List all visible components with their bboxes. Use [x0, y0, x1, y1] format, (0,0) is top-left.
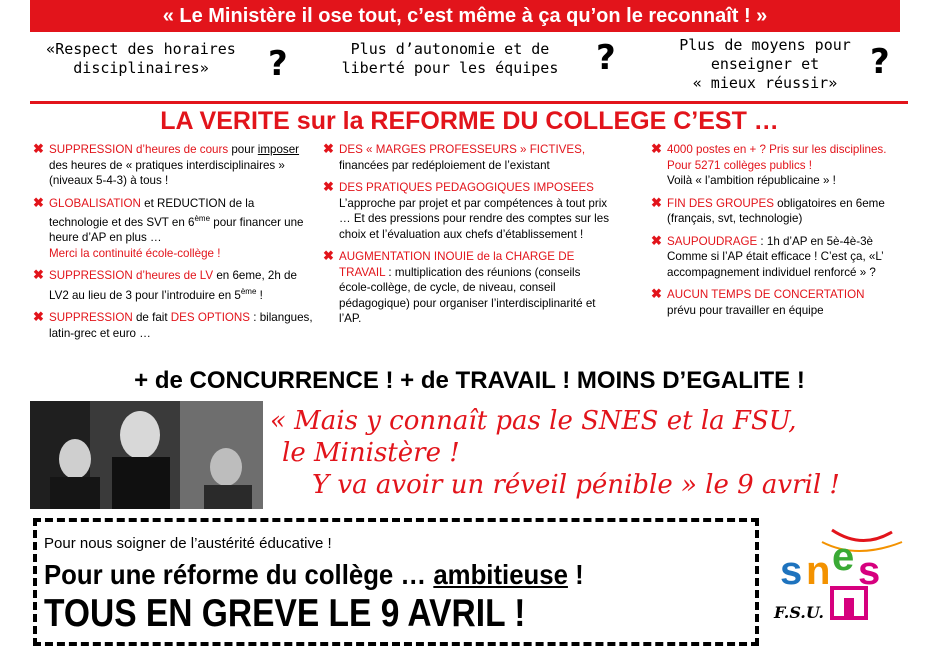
item-text: Voilà « l’ambition républicaine » ! [667, 174, 836, 187]
cross-icon: ✖ [323, 141, 334, 156]
logo-letter: n [806, 549, 831, 593]
item-text: : 1h d’AP en 5è-4è-3è Comme si l’AP était efficace ! C’est ça, «L’ accompagnement individuel renforcé » ? [667, 234, 884, 279]
item-heading: DES PRATIQUES PEDAGOGIQUES IMPOSEES [339, 181, 594, 194]
cross-icon: ✖ [651, 141, 662, 156]
item-heading: FIN DES GROUPES [667, 196, 774, 210]
cross-icon: ✖ [33, 141, 44, 156]
strike-subtitle [44, 559, 584, 591]
item-heading: SUPPRESSION [49, 311, 133, 325]
item-text: pour financer une heure d’AP en plus … [49, 215, 304, 245]
item-text: : multiplication des réunions (conseils école-collège, de cycle, de niveau, conseil pédagogique) pour organiser l’interdisciplinarité et l’AP. [339, 265, 596, 325]
item-text: en 6eme, 2h de LV2 au lieu de 3 pour l’introduire en 5 [49, 269, 297, 302]
strike-subtitle-text: ! [567, 559, 584, 590]
superscript: ème [240, 286, 257, 296]
item-heading: DES OPTIONS [170, 311, 251, 325]
list-item [322, 142, 612, 173]
quote-line: Y va avoir un réveil pénible » le 9 avril ! [312, 470, 840, 500]
item-heading: AUCUN TEMPS DE CONCERTATION [667, 288, 865, 301]
film-still-illustration [30, 401, 263, 509]
question-line: enseigner et [710, 55, 820, 73]
question-line: «Respect des horaires [46, 40, 236, 58]
question-moyens [660, 36, 870, 93]
list-item [650, 196, 912, 227]
item-heading: 4000 postes en + ? Pris sur les disciplines. Pour 5271 collèges publics ! [667, 143, 887, 172]
item-text: Merci la continuité école-collège ! [49, 246, 221, 260]
logo-fsu-text: F.S.U. [774, 603, 824, 622]
cross-icon: ✖ [651, 194, 662, 210]
question-mark-icon: ? [596, 38, 616, 78]
strike-headline: TOUS EN GREVE LE 9 AVRIL ! [44, 592, 526, 635]
strike-subtitle-emphasis: ambitieuse [433, 559, 568, 590]
item-text: obligatoires en 6eme (français, svt, technologie) [667, 196, 885, 225]
cross-icon: ✖ [33, 267, 44, 283]
snes-logo-icon [762, 520, 912, 640]
item-text: : bilangues, latin-grec et euro … [49, 311, 313, 340]
top-banner: « Le Ministère il ose tout, c’est même à ça qu’on le reconnaît ! » [30, 0, 900, 32]
quote [270, 405, 910, 501]
question-autonomie [330, 40, 570, 78]
item-heading: SUPPRESSION d’heures de LV [49, 269, 214, 283]
question-line: « mieux réussir» [692, 74, 838, 92]
quote-line: le Ministère ! [282, 438, 460, 468]
cross-icon: ✖ [323, 179, 334, 194]
page-title: LA VERITE sur la REFORME DU COLLEGE C’EST … [160, 107, 779, 135]
item-text: et REDUCTION de la technologie et des SVT en 6 [49, 196, 255, 229]
question-line: Plus d’autonomie et de [350, 40, 550, 58]
item-text: financées par redéploiement de l’existant [339, 158, 550, 172]
film-still-image [30, 401, 263, 509]
logo-letter: s [780, 549, 803, 593]
item-text: de fait [132, 311, 171, 325]
question-mark-icon: ? [268, 44, 288, 84]
item-text: ! [256, 288, 263, 302]
question-line: liberté pour les équipes [341, 59, 559, 77]
question-mark-icon: ? [870, 42, 890, 82]
list-item [650, 142, 912, 189]
slogan: + de CONCURRENCE ! + de TRAVAIL ! MOINS D’EGALITE ! [134, 367, 805, 394]
item-text: imposer [257, 143, 300, 156]
cross-icon: ✖ [651, 232, 662, 248]
list-item [322, 180, 612, 242]
item-heading: GLOBALISATION [49, 196, 141, 210]
list-item [322, 249, 612, 327]
item-text: prévu pour travailler en équipe [667, 303, 824, 317]
logo-letter: e [832, 535, 855, 579]
logo-letter: s [858, 549, 881, 593]
item-heading: DES « MARGES PROFESSEURS » FICTIVES, [339, 143, 586, 156]
item-heading: AUGMENTATION INOUIE de la CHARGE DE TRAVAIL [339, 250, 575, 279]
question-line: Plus de moyens pour [679, 36, 851, 54]
item-text: pour [228, 143, 258, 156]
strike-subtitle-text: Pour une réforme du collège … [44, 559, 434, 590]
question-line: disciplinaires» [73, 59, 209, 77]
cross-icon: ✖ [651, 286, 662, 301]
item-text: des heures de « pratiques interdisciplinaires » (niveaux 5-4-3) à tous ! [49, 158, 285, 187]
item-heading: SAUPOUDRAGE [667, 234, 758, 248]
column-left [32, 142, 314, 348]
cross-icon: ✖ [33, 309, 44, 325]
superscript: ème [194, 214, 211, 223]
list-item [650, 287, 912, 318]
column-middle [322, 142, 612, 334]
cross-icon: ✖ [33, 194, 44, 210]
snes-fsu-logo [762, 520, 912, 640]
question-horaires [36, 40, 246, 78]
item-heading: SUPPRESSION d’heures de cours [49, 143, 229, 156]
list-item [32, 142, 314, 189]
list-item [32, 196, 314, 262]
list-item [32, 268, 314, 303]
column-right [650, 142, 912, 325]
list-item [650, 234, 912, 281]
item-text: L’approche par projet et par compétences à tout prix … Et des pressions pour rendre des comptes sur les choix et l’évaluation aux chefs d’établissement ! [339, 196, 610, 241]
list-item [32, 310, 314, 341]
cross-icon: ✖ [323, 248, 334, 263]
quote-line: « Mais y connaît pas le SNES et la FSU, [270, 406, 797, 436]
strike-intro: Pour nous soigner de l’austérité éducative ! [44, 535, 332, 552]
